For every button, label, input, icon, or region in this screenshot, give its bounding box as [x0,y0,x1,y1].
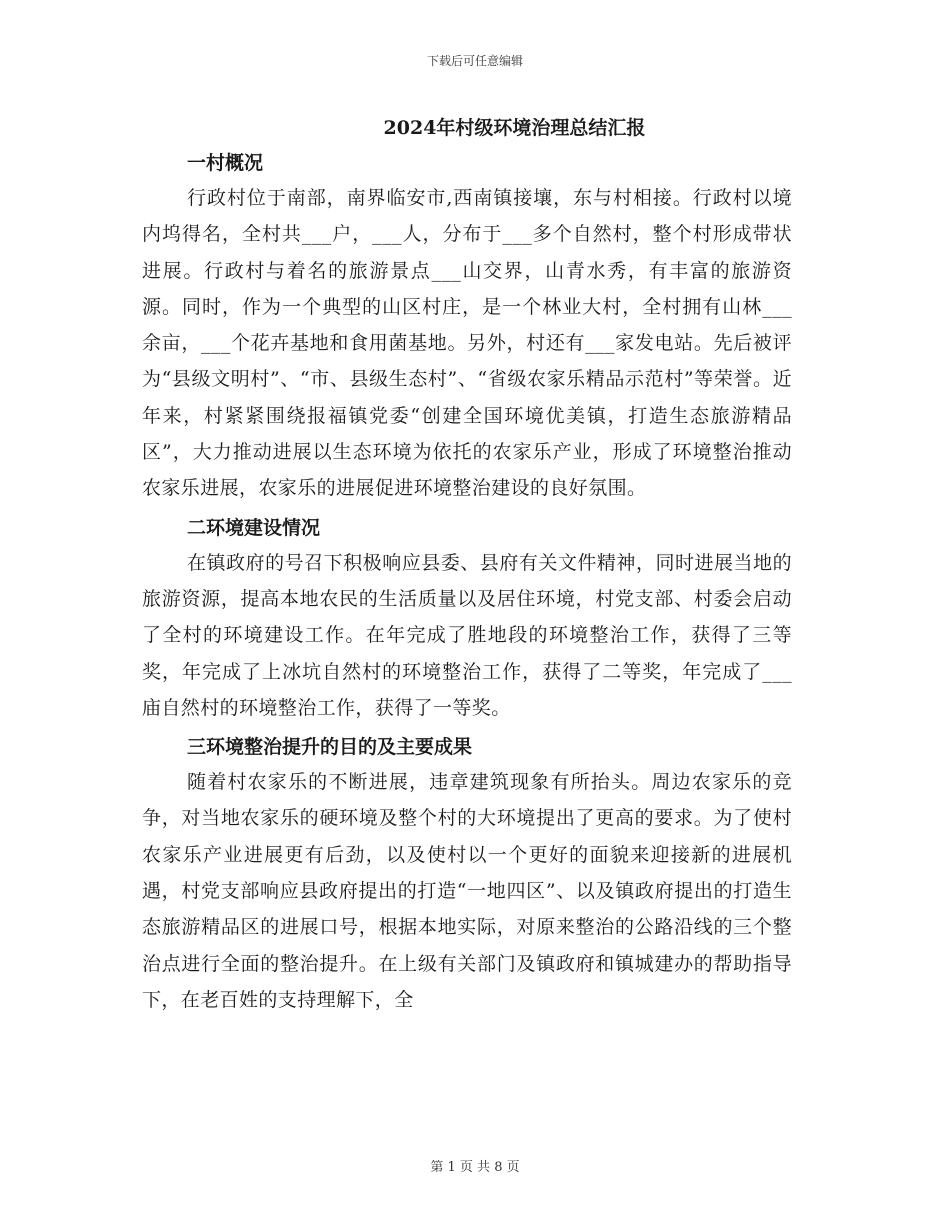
section-heading: 三环境整治提升的目的及主要成果 [187,736,473,759]
page-number: 第 1 页 共 8 页 [430,1160,520,1175]
section-heading: 二环境建设情况 [187,516,321,539]
section-paragraph: 在镇政府的号召下积极响应县委、县府有关文件精神，同时进展当地的旅游资源，提高本地农民的生活质量以及居住环境，村党支部、村委会启动了全村的环境建设工作。在年完成了胜地段的环境整治工作，获得了三等奖，年完成了上冰坑自然村的环境整治工作，获得了二等奖，年完成了___庙自然村的环境整治工作，获得了一等奖。 [142,551,792,719]
section-paragraph: 随着村农家乐的不断进展，违章建筑现象有所抬头。周边农家乐的竞争，对当地农家乐的硬环境及整个村的大环境提出了更高的要求。为了使村农家乐产业进展更有后劲，以及使村以一个更好的面貌来迎接新的进展机遇，村党支部响应县政府提出的打造“一地四区”、以及镇政府提出的打造生态旅游精品区的进展口号，根据本地实际，对原来整治的公路沿线的三个整治点进行全面的整治提升。在上级有关部门及镇政府和镇城建办的帮助指导下，在老百姓的支持理解下，全 [142,771,792,1011]
document-body [142,112,792,1018]
document-title: 2024年村级环境治理总结汇报 [383,117,646,139]
section-heading: 一村概况 [187,152,264,174]
page-header-note: 下载后可任意编辑 [426,54,523,68]
section-paragraph: 行政村位于南部，南界临安市,西南镇接壤，东与村相接。行政村以境内坞得名，全村共___户，___人，分布于___多个自然村，整个村形成带状进展。行政村与着名的旅游景点___山交界，山青水秀，有丰富的旅游资源。同时，作为一个典型的山区村庄，是一个林业大村，全村拥有山林___余亩，___个花卉基地和食用菌基地。另外，村还有___家发电站。先后被评为“县级文明村”、“市、县级生态村”、“省级农家乐精品示范村”等荣誉。近年来，村紧紧围绕报福镇党委“创建全国环境优美镇，打造生态旅游精品区”，大力推动进展以生态环境为依托的农家乐产业，形成了环境整治推动农家乐进展，农家乐的进展促进环境整治建设的良好氛围。 [142,187,792,500]
